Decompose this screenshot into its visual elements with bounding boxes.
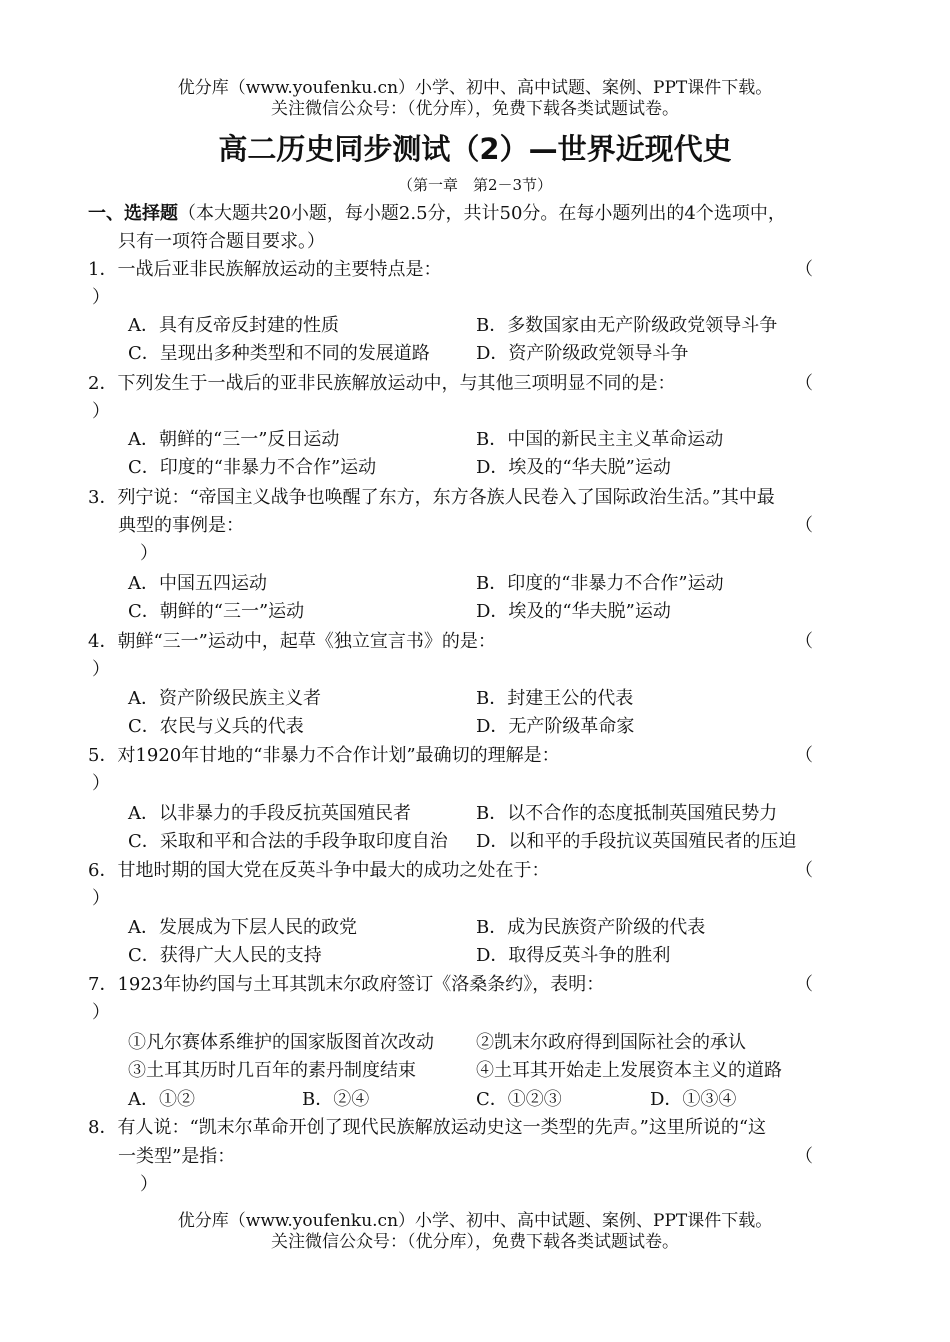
answer-paren-open: （ <box>795 259 813 280</box>
question-3-option-b: B．印度的“非暴力不合作”运动 <box>476 573 724 594</box>
question-3-option-d: D．埃及的“华夫脱”运动 <box>476 601 671 622</box>
question-6-option-a: A．发展成为下层人民的政党 <box>128 917 357 938</box>
question-7-statement-3: ③土耳其历时几百年的素丹制度结束 <box>128 1060 416 1081</box>
question-7-option-c: C．①②③ <box>476 1089 562 1110</box>
question-6-option-d: D．取得反英斗争的胜利 <box>476 945 671 966</box>
question-4-stem: 4．朝鲜“三一”运动中，起草《独立宣言书》的是： <box>88 631 496 652</box>
answer-paren-close: ） <box>92 773 110 794</box>
question-5-stem: 5．对1920年甘地的“非暴力不合作计划”最确切的理解是： <box>88 745 560 766</box>
question-4-option-a: A．资产阶级民族主义者 <box>128 688 321 709</box>
question-7-statement-1: ①凡尔赛体系维护的国家版图首次改动 <box>128 1032 434 1053</box>
answer-paren-open: （ <box>795 1146 813 1167</box>
answer-paren-close: ） <box>92 287 110 308</box>
answer-paren-open: （ <box>795 373 813 394</box>
question-1-option-a: A．具有反帝反封建的性质 <box>128 315 339 336</box>
question-7-statement-2: ②凯末尔政府得到国际社会的承认 <box>476 1032 746 1053</box>
header-line-1: 优分库（www.youfenku.cn）小学、初中、高中试题、案例、PPT课件下载。 <box>177 78 773 98</box>
section-heading-line <box>88 200 786 228</box>
question-2-option-a: A．朝鲜的“三一”反日运动 <box>128 429 340 450</box>
question-5-option-b: B．以不合作的态度抵制英国殖民势力 <box>476 803 778 824</box>
footer-line-2: 关注微信公众号：（优分库），免费下载各类试题试卷。 <box>271 1232 679 1252</box>
header-line-2: 关注微信公众号：（优分库），免费下载各类试题试卷。 <box>271 99 679 119</box>
question-1-option-c: C．呈现出多种类型和不同的发展道路 <box>128 343 430 364</box>
answer-paren-close: ） <box>140 543 158 564</box>
question-5-option-a: A．以非暴力的手段反抗英国殖民者 <box>128 803 411 824</box>
question-5-option-c: C．采取和平和合法的手段争取印度自治 <box>128 831 448 852</box>
question-2-option-d: D．埃及的“华夫脱”运动 <box>476 457 671 478</box>
question-7-statement-4: ④土耳其开始走上发展资本主义的道路 <box>476 1060 782 1081</box>
section-description: （本大题共20小题，每小题2.5分，共计50分。在每小题列出的4个选项中， <box>178 203 786 224</box>
question-4-option-b: B．封建王公的代表 <box>476 688 634 709</box>
answer-paren-open: （ <box>795 631 813 652</box>
answer-paren-close: ） <box>92 888 110 909</box>
section-heading: 一、选择题 <box>88 203 178 224</box>
footer-line-1: 优分库（www.youfenku.cn）小学、初中、高中试题、案例、PPT课件下载。 <box>177 1211 773 1231</box>
answer-paren-close: ） <box>92 401 110 422</box>
answer-paren-close: ） <box>140 1174 158 1195</box>
question-8-stem-line-1: 8．有人说：“凯末尔革命开创了现代民族解放运动史这一类型的先声。”这里所说的“这 <box>88 1117 767 1138</box>
answer-paren-open: （ <box>795 515 813 536</box>
answer-paren-close: ） <box>92 659 110 680</box>
question-6-option-b: B．成为民族资产阶级的代表 <box>476 917 706 938</box>
question-2-option-c: C．印度的“非暴力不合作”运动 <box>128 457 377 478</box>
question-3-stem-line-1: 3．列宁说：“帝国主义战争也唤醒了东方，东方各族人民卷入了国际政治生活。”其中最 <box>88 487 775 508</box>
answer-paren-open: （ <box>795 745 813 766</box>
question-4-option-d: D．无产阶级革命家 <box>476 716 635 737</box>
question-6-option-c: C．获得广大人民的支持 <box>128 945 322 966</box>
question-8-stem-line-2: 一类型”是指： <box>118 1146 236 1167</box>
question-7-option-a: A．①② <box>128 1089 195 1110</box>
question-7-option-d: D．①③④ <box>650 1089 737 1110</box>
question-6-stem: 6．甘地时期的国大党在反英斗争中最大的成功之处在于： <box>88 860 550 881</box>
page-title: 高二历史同步测试（2）—世界近现代史 <box>218 132 732 166</box>
question-1-stem: 1．一战后亚非民族解放运动的主要特点是： <box>88 259 442 280</box>
question-7-option-b: B．②④ <box>302 1089 370 1110</box>
page-subtitle: （第一章 第2－3节） <box>397 176 553 194</box>
answer-paren-open: （ <box>795 860 813 881</box>
question-2-option-b: B．中国的新民主主义革命运动 <box>476 429 724 450</box>
answer-paren-close: ） <box>92 1002 110 1023</box>
question-3-option-a: A．中国五四运动 <box>128 573 267 594</box>
section-description-cont: 只有一项符合题目要求。） <box>118 231 325 252</box>
answer-paren-open: （ <box>795 974 813 995</box>
question-3-option-c: C．朝鲜的“三一”运动 <box>128 601 305 622</box>
question-1-option-b: B．多数国家由无产阶级政党领导斗争 <box>476 315 778 336</box>
question-5-option-d: D．以和平的手段抗议英国殖民者的压迫 <box>476 831 797 852</box>
question-3-stem-line-2: 典型的事例是： <box>118 515 244 536</box>
question-1-option-d: D．资产阶级政党领导斗争 <box>476 343 689 364</box>
question-2-stem: 2．下列发生于一战后的亚非民族解放运动中，与其他三项明显不同的是： <box>88 373 676 394</box>
question-4-option-c: C．农民与义兵的代表 <box>128 716 304 737</box>
question-7-stem: 7．1923年协约国与土耳其凯末尔政府签订《洛桑条约》，表明： <box>88 974 605 995</box>
